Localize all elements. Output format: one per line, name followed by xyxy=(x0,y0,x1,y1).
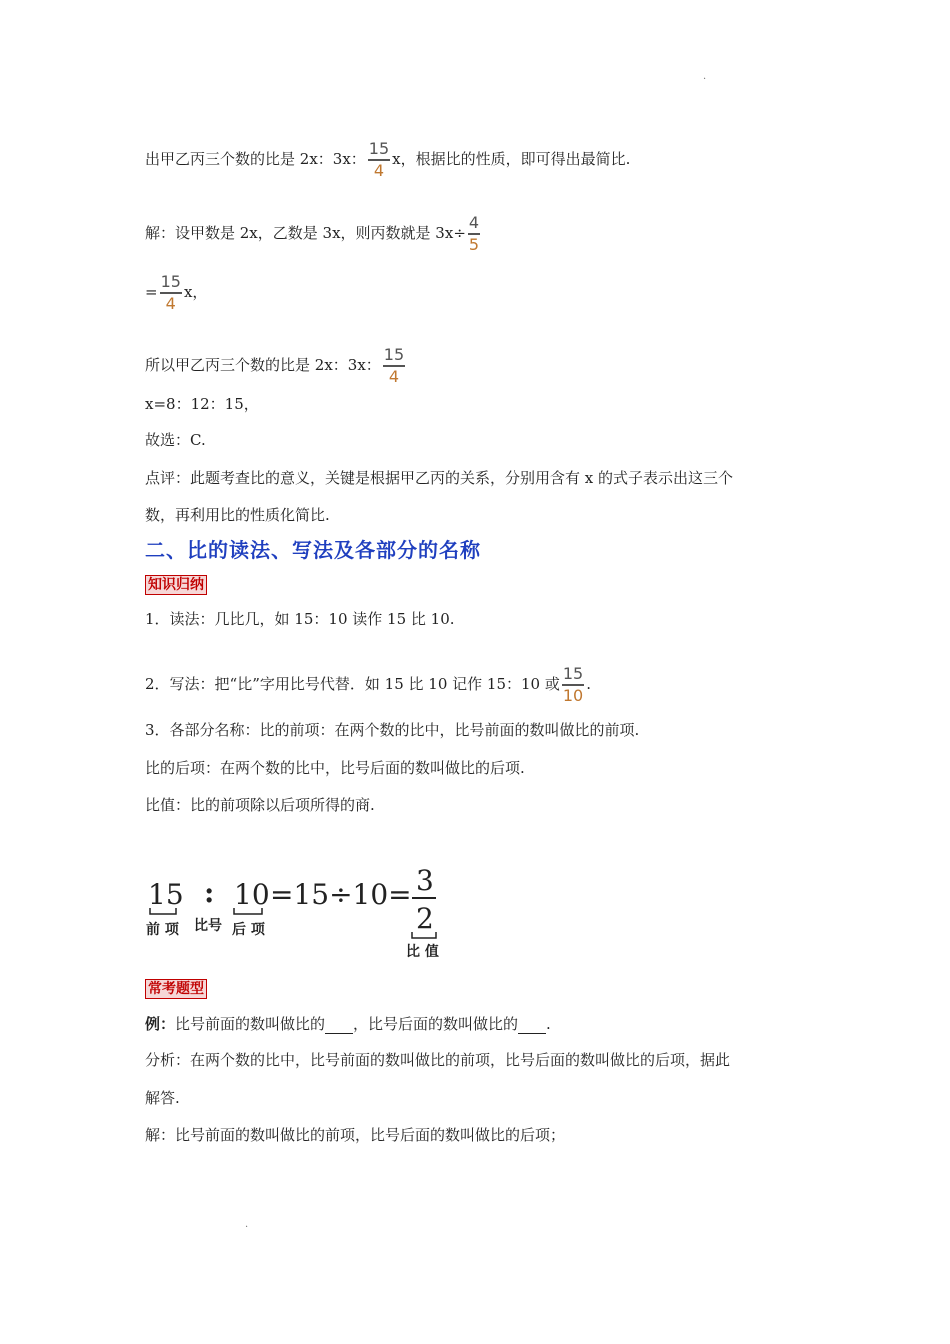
label-ratio-value: 比 值 xyxy=(406,944,439,960)
section-heading: 二、比的读法、写法及各部分的名称 xyxy=(145,538,481,562)
label-front-term: 前 项 xyxy=(146,922,179,938)
knowledge-item-3: 3．各部分名称：比的前项：在两个数的比中，比号前面的数叫做比的前项. xyxy=(145,721,640,739)
fraction-15-over-10: $\frac{15}{10}$ xyxy=(562,664,584,705)
analysis-line-2: 解答. xyxy=(145,1089,180,1107)
label-colon: 比号 xyxy=(194,918,222,934)
answer-line: 故选：C. xyxy=(145,431,206,449)
knowledge-item-4: 比的后项：在两个数的比中，比号后面的数叫做比的后项. xyxy=(145,759,525,777)
fraction-15-over-4: $\frac{15}{4}$ xyxy=(160,272,181,313)
diagram-colon: : xyxy=(204,876,215,909)
ratio-line: 所以甲乙丙三个数的比是 2x：3x： $\frac{15}{4}$ xyxy=(145,345,405,386)
answer-blank-2[interactable] xyxy=(518,1019,546,1034)
solution-line: 解：比号前面的数叫做比的前项，比号后面的数叫做比的后项； xyxy=(145,1126,566,1144)
diagram-value-numerator: 3 xyxy=(416,864,434,897)
analysis-line-1: 分析：在两个数的比中，比号前面的数叫做比的前项，比号后面的数叫做比的后项，据此 xyxy=(145,1051,731,1069)
label-back-term: 后 项 xyxy=(232,922,265,938)
fraction-15-over-4: $\frac{15}{4}$ xyxy=(368,139,390,180)
solution-result-line: = $\frac{15}{4}$ x， xyxy=(145,272,208,313)
knowledge-item-2: 2．写法：把“比”字用比号代替．如 15 比 10 记作 15：10 或 $\frac{15}{10}$ . xyxy=(145,664,591,705)
page-mark-bottom: · xyxy=(245,1222,249,1233)
fraction-4-over-5: $\frac{4}{5}$ xyxy=(468,213,480,254)
solution-set-line: 解：设甲数是 2x，乙数是 3x，则丙数就是 3x÷ $\frac{4}{5}$ xyxy=(145,213,480,254)
diagram-equation: =15÷10= xyxy=(270,878,412,911)
knowledge-item-1: 1．读法：几比几，如 15：10 读作 15 比 10. xyxy=(145,610,455,628)
diagram-value-denominator: 2 xyxy=(416,902,434,935)
knowledge-item-5: 比值：比的前项除以后项所得的商. xyxy=(145,796,375,814)
page-mark-top: · xyxy=(703,74,707,85)
ratio-result-line: x=8：12：15， xyxy=(145,395,259,413)
ratio-parts-diagram xyxy=(140,862,460,962)
common-question-tag: 常考题型 xyxy=(145,979,207,999)
fraction-15-over-4: $\frac{15}{4}$ xyxy=(383,345,405,386)
comment-line-2: 数，再利用比的性质化简比. xyxy=(145,506,330,524)
answer-blank-1[interactable] xyxy=(325,1019,353,1034)
diagram-back-term: 10 xyxy=(234,878,270,911)
example-question: 例：比号前面的数叫做比的 ，比号后面的数叫做比的 . xyxy=(145,1015,551,1033)
comment-line-1: 点评：此题考查比的意义，关键是根据甲乙丙的关系，分别用含有 x 的式子表示出这三个 xyxy=(145,469,733,487)
diagram-front-term: 15 xyxy=(148,878,184,911)
knowledge-tag: 知识归纳 xyxy=(145,575,207,595)
solution-intro-line: 出甲乙丙三个数的比是 2x：3x： $\frac{15}{4}$ x，根据比的性质，即可得出最简比. xyxy=(145,139,631,180)
